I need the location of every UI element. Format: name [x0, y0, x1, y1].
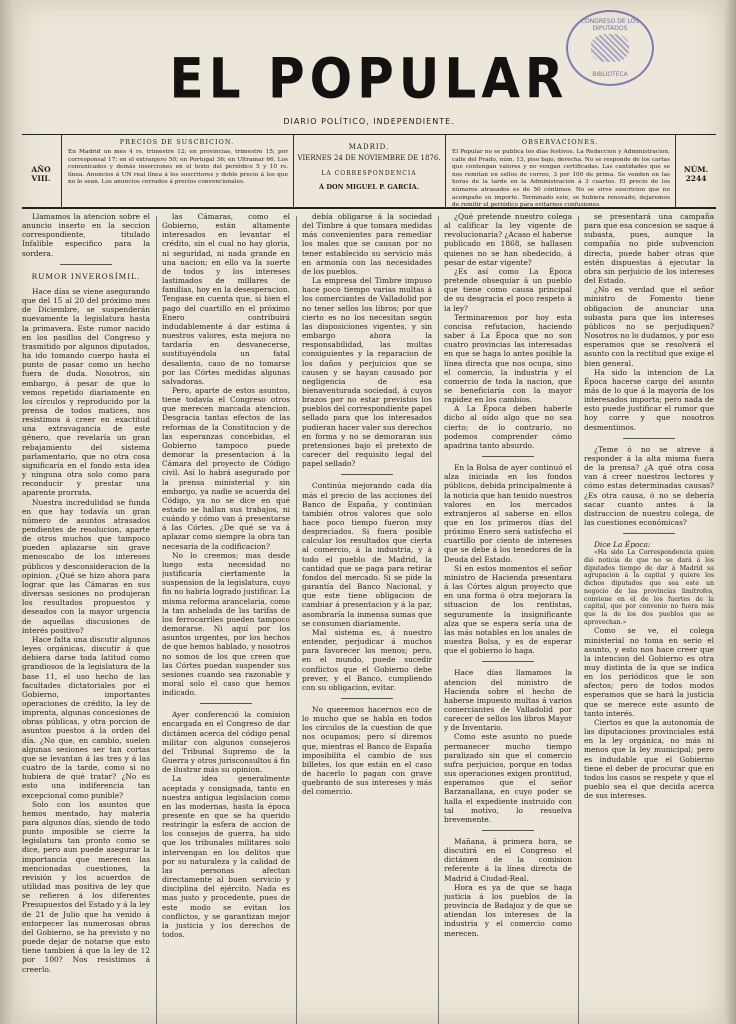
column-paragraph: Continúa mejorando cada día más el precio de las acciones del Banco de España, y continúan también otros valores que solo hace poco tiempo fueron muy despreciados. Si fuera posible calcular los resultados que cierta al comercio, á la industria, y á todo el pueblo de Madrid, la cantidad que se paga para retirar fondos del mercado. Si se pide la garantía del Banco Nacional, y que este tiene obligacion de cambiar á presentacion y á la par, asombraría la inmensa sumas que se consumen diariamente. [302, 481, 432, 628]
stamp-bottom-text: BIBLIOTECA [592, 71, 628, 78]
column-paragraph: debía obligarse á la sociedad del Timbre á que tomara medidas más convenientes para remediar los males que se causan por no tener establecido su servicio más en armonía con las necesidades de los pueblos. [302, 212, 432, 276]
column-paragraph: No lo creemos; mas desde luego esta necesidad no justificaría ciertamente la suspension de la legislatura, cuyo fin no habria logrado justificar. La misma reforma arancelaria, como la tan anhelada de las tarifas de los ferrocarriles pueden tampoco demorarse. Ni aquí por los asuntos urgentes, por los hechos de que hemos hablado, y nosotros no somos de los que creen que las Córtes puedan suspender sus sesiones cuando sea razonable y moral solo el caso que hemos indicado. [162, 550, 290, 698]
section-rule [60, 264, 111, 265]
column-divider [578, 216, 579, 1024]
masthead-subtitle: DIARIO POLÍTICO, INDEPENDIENTE. [283, 117, 455, 126]
column-paragraph: Llamamos la atencion sobre el anuncio inserto en la seccion correspondiente, titulado Infalible especifico para la sordera. [22, 212, 150, 258]
column-paragraph: Ha sido la intencion de La Época hacerse cargo del asunto más de lo que á la mayoría de los interesados importa; pero nada de esto puede justificar el rumor que hoy corre y que nosotros desmentimos. [584, 367, 714, 432]
section-rule [482, 830, 533, 831]
column-paragraph: Hora es ya de que se haga justicia á los pueblos de la provincia de Badajoz y de que se atiendan los intereses de la industria y el comercio como merecen. [444, 882, 572, 938]
column-paragraph: La empresa del Timbre impuso hace poco tiempo varias multas á los comerciantes de Valladolid por no tener sellos los libros; por que cierto es no los necesitan según las disposiciones vigentes, y sin embargo ahora la responsabilidad, las multas consiguientes y la reparacion de los daños y perjuicios que se causen y se hayan causado por negligencia de esa bienaventurada sociedad, á cuyos brazos por no estar previstos los pueblos del correspondiente papel sellado para que los interesados pudieran hacer valer sus derechos en forma y no se demoraran sus pretensiones bajo el pretexto de carecer del requisito legal del papel sellado? [302, 276, 432, 469]
column-paragraph: La idea generalmente aceptada y consignada, tanto en nuestra antigua legislacion como en las modernas, hasta la época presente en que se ha querido restringir la esfera de accion de los consejos de guerra, ha sido que los tribunales militares solo intervengan en los delitos que por su naturaleza y la calidad de las personas afectan directamente al buen servicio y disciplina del ejército. Nada es mas justo y procedente, pues de este modo se evitan los conflictos, y se garantizan mejor la justicia y los derechos de todos. [162, 774, 290, 940]
column-paragraph: Hace falta una discutir algunos leyes orgánicas, discutir á que debiera darse toda latitud como grandiosos de la legislatura de la base 11, el uso hecho de las facultades dictatoriales por el Gobierno, importantes operaciones de crédito, la ley de imprenta, algunas concesiones de obras públicas, y otra porcion de asuntos puestos á la orden del día. ¿No que, en cambio, suelen algunas sesiones ser tan cortas que se levantan á las tres y á las cuatro de la tarde, como si no hubiera de qué tratar? ¿No es esto una indiferencia tan excepcional como punible? [22, 634, 150, 800]
section-rule [200, 703, 251, 704]
column-divider [296, 216, 297, 1024]
column-paragraph: ¿Qué pretende nuestro colega al calificar la ley vigente de revolucionaria? ¿Acaso el haberse publicado en 1868, se hallasen quienes no se han obedecido, á pesar de estar vigente? [444, 212, 572, 267]
stamp-emblem-icon [591, 34, 629, 62]
issue-number: NÚM. 2244 [683, 165, 709, 183]
column-paragraph: Hace días se viene asegurando que del 15 al 20 del próximo mes de Diciembre, se suspenderán nuevamente la legislatura hasta la primavera. Este rumor nacido en los pasillos del Congreso y trasmitido por algunos diputados, ha ido tomando cuerpo hasta el punto de pasar como un hecho fuera de duda. Nosotros, sin embargo, á pesar de que lo vemos repetido diariamente en los círculos y reproducido por la prensa de todos matices, nos resistimos á creer en exactitud una extravagancia de este género, que revelaría un gran rebajamiento del sistema parlamentario, que no otra cosa significaría en el fondo esta idea y ninguna otra solo como para reconducir y prestar una aparente prorrata. [22, 286, 150, 498]
section-lead: Dice La Época: [594, 540, 651, 550]
binding-gutter-left [0, 0, 14, 1024]
observations-box [446, 135, 674, 207]
column-paragraph: Pero, aparte de estos asuntos, tiene todavía el Congreso otros que merecen marcada atencion. Desgracia tantas efectos de las reformas de la Constitucion y de las esperanzas concebidas, el Gobierno tampoco puede demorar la presentacion á la Cámara del proyecto de Código civil. Así lo habrá asegurado por la prensa ministerial y sin embargo, ya nadie se acuerda del Código, ya no se dice en qué estado se hallan sus trabajos, ni cuándo y cómo van á presentarse á las Córtes. ¿De qué se va á aplazar como siempre la obra tan necesaria de la codificacion? [162, 385, 290, 551]
section-rule [623, 533, 675, 534]
prices-title: PRECIOS DE SUSCRICION. [119, 138, 235, 146]
newspaper-page [14, 0, 724, 1024]
column-paragraph: Terminaremos por hoy esta concisa refutacion, haciendo saber á La Época que no son cuatro provincias las interesadas en que se haga lo antes posible la línea directa que nos ocupa, sino el comercio, la industria y el comercio de toda la nacion, que se beneficiaría con la mayor rapidez en los cambios. [444, 312, 572, 405]
column-paragraph: ¿Teme ó no se atreve á responder á la alta misma fuera de la prensa? ¿A qué otra cosa van á creer nuestros lectores y cómo estas determinadas causas? ¿Es otra causa, ó no se debería sacar cuanto antes á la distraccion de nuestro colega, de las cuestiones económicas? [584, 444, 714, 527]
column-paragraph: ¿No es verdad que el señor ministro de Fomento tiene obligacion de anunciar una subasta para que los intereses públicos no se perjudiquen? Nosotros no lo dudamos, y por eso esperamos que se resolverá el asunto con la rectitud que exige el bien general. [584, 285, 714, 368]
column-5 [584, 212, 714, 1024]
column-1 [22, 212, 150, 1024]
column-paragraph: En la Bolsa de ayer continuó el alza iniciada en los fondos públicos, debida principalmente á la noticia que han tenido nuestros valores en los mercados extranjeros al saberse en ellos que en los primeros días del próximo Enero será satisfecho el cuartillo por ciento de intereses que se debe á los tenedores de la Deuda del Estado. [444, 463, 572, 564]
column-paragraph: A La Época deben haberle dicho al oído algo que no sea cierto; de lo contrario, no podemos comprender cómo apadrina tanto absurdo. [444, 404, 572, 450]
observations-text: El Popular no se publica los días festivos. La Redaccion y Administracion, calle del Prado, núm. 13, piso bajo, derecha. No se responde de los cartas que contengan valores y no vengan certificadas. Las cantidades que se nos remitan en sellos de correo, 3 por 100 de prima. Se venden en las horas de la tarde en la Administracion á 3 cuartos. El precio de los números atrasados es de 50 céntimos. No se sirve suscricion que no acompañe su importe. Terminado este, se hubiera renovado, dejaremos de remitir el periódico para evitarnos confusiones. [452, 149, 670, 209]
section-rule [482, 456, 533, 457]
correspondence-label: LA CORRESPONDENCIA [321, 170, 417, 177]
column-divider [438, 216, 439, 1024]
section-rule [623, 438, 675, 439]
column-paragraph: Como se ve, el colega ministerial no toma en serio el asunto, y esto nos hace creer que la intencion del Gobierno es otra muy distinta de la que se indica en los periódicos que le son afectos; pero de todos modos esperamos que se hará la justicia que se merece este asunto de tanto interés. [584, 626, 714, 718]
section-title: RUMOR INVEROSÍMIL. [31, 271, 141, 281]
column-divider [156, 216, 157, 1024]
observations-title: OBSERVACIONES. [521, 138, 599, 146]
column-paragraph: Si en estos momentos el señor ministro de Hacienda presentara á las Córtes algun proyecto que en una forma ó otra mejorara la situacion de los rentistas, seguramente la insignificante alza que se espera sería una de las más notables en los anales de nuestra Bolsa, y es de esperar que el gobierno lo haga. [444, 563, 572, 656]
column-4 [444, 212, 572, 1024]
column-paragraph: Hace días llamamos la atencion del ministro de Hacienda sobre el hecho de haberse impuesto multas á varios comerciantes de Valladolid por carecer de sellos los libros Mayor y de Inventario. [444, 668, 572, 733]
column-paragraph: Ayer conferenció la comision encargada en el Congreso de dar dictámen acerca del código penal militar con algunos consejeros del Tribunal Supremo de la Guerra y otros jurisconsultos á fin de ilustrar más su opinion. [162, 710, 290, 775]
director-name: Á DON MIGUEL P. GARCÍA. [319, 183, 419, 191]
masthead-title: EL POPULAR [169, 47, 569, 111]
column-paragraph: ¿Es así como La Época pretende obsequiar á un pueblo que tiene como causa principal de su desgracia el poco respeto á la ley? [444, 266, 572, 313]
column-paragraph: Solo con los asuntos que hemos mentado, hay materia para algunos días, siendo de todo punto imposible se cierre la legislatura tan pronto como se dice, pero aun puede asegurar la importancia que merecen las mencionadas cuestiones, la revisión y los acuerdos de utilidad mas positiva de ley que se refieren á los diferentes Presupuestos del Estado y á la ley de 21 de Julio que ha venido á entorpecer las numerosas obras del Gobierno, se ha previsto y no puede dejar de notarse que esto tiene tambien á que la ley de 12 por 100? Nos resistimos á creerlo. [22, 799, 150, 974]
binding-gutter-right [724, 0, 736, 1024]
column-paragraph: se presentará una campaña para que esa concesion se saque á subasta, pues, aunque la compañía no pide subvencion directa, puede haber otras que estén dispuestas á ejecutar la obra sin perjuicio de los intereses del Estado. [584, 212, 714, 286]
year-label: AÑO VIII. [31, 165, 51, 183]
dateline-date: VIERNES 24 DE NOVIEMBRE DE 1876. [297, 154, 441, 162]
prices-text: En Madrid un mes 4 rs. trimestre 12; en provincias, trimestre 15; por corresponsal 17; en el extranjero 50; en Portugal 36; en Ultramar 66. Los comunicados y demás inserciones en el texto del periódico 5 y 10 rs. línea. Anuncios á UN real línea á los suscritores y doble precio á los que no lo sean. Los anuncios cerrados á precios convencionales. [68, 149, 288, 186]
column-3 [302, 212, 432, 1024]
library-stamp [566, 10, 654, 86]
prices-box [62, 135, 292, 207]
dateline-box [294, 135, 444, 207]
column-paragraph: las Cámaras, como el Gobierno, están altamente interesados en levantar el crédito, sin el cual no hay gloria, ni seguridad, ni nada grande en una nacion; en ello va la suerte de todos y los intereses lastimados de millares de familias, hoy en la desesperacion. Tengase en cuenta que, si bien el pago del cuartillo en el próximo Enero contribuirá indudablemente á dar estima á nuestros valores, esta mejora no tardaría en desvanecerse, sustituyéndola un fatal desaliento, caso de no tomarse por las Córtes medidas algunas salvadoras. [162, 212, 290, 386]
section-rule [341, 698, 393, 699]
section-rule [482, 661, 533, 662]
column-paragraph: Ciertos es que la autonomía de las diputaciones provinciales está en la ley orgánica, no más ni menos que la ley municipal; pero es indudable que el Gobierno tiene el deber de procurar que en todos los casos se respete y que el pueblo sea el que decida acerca de sus intereses. [584, 717, 714, 801]
article-columns [22, 212, 716, 1024]
column-paragraph: No queremos hacernos eco de lo mucho que se habla en todos los círculos de la cuestion de que nos ocupamos; pero sí diremos que, mientras el Banco de España imposibilita el cambio de sus billetes, los que están en el caso de hacerlo lo pagan con grave quebranto de sus intereses y más del comercio. [302, 704, 432, 797]
dateline-city: MADRID. [348, 143, 390, 151]
column-paragraph: Mal sistema es, á nuestro entender, perjudicar á muchos para favorecer los menos; pero, en el mundo, puede sucedir conflictos que el Gobierno debe prever, y el Banco, cumpliendo con su obligacion, evitar. [302, 627, 432, 692]
column-quote: «Ha sido La Correspondencia quien dió noticia de que no se dará á los diputados tiempo de dar á Madrid su agrupacion á la capital y quiere los dichos diputados que sea este un negocio de las provincias limítrofes, conviene en el de los fuertes de la capital, que por convenio no fuera más que la de los dos pueblos que se aprovechan.» [584, 549, 714, 626]
header-band [22, 134, 716, 209]
section-rule [341, 474, 393, 475]
stamp-top-text: CONGRESO DE LOS DIPUTADOS [580, 18, 640, 32]
column-paragraph: Como este asunto no puede permanecer mucho tiempo paralizado sin que el comercio sufra perjuicios, porque en todas sus operaciones exigen prontitud, esperamos que el señor Barzanallana, en cuyo poder se halla el expediente instruido con tal motivo, lo resuelva brevemente. [444, 732, 572, 824]
column-paragraph: Mañana, á primera hora, se discutirá en el Congreso el dictámen de la comision referente á la línea directa de Madrid á Ciudad-Real. [444, 837, 572, 883]
column-2 [162, 212, 290, 1024]
column-paragraph: Nuestra incredulidad se funda en que hay todavía un gran número de asuntos atrasados pendientes de resolucion, aparte de otros muchos que tampoco pueden aplazarse sin grave menoscabo de los intereses públicos y desconsideracion de la opinion. ¿Qué se hizo ahora para lograr que las Cámaras en sus diversas sesiones no produjeran los resultados propuestos y deseados con la mayor urgencia de aquellas discusiones de interés positivo? [22, 497, 150, 635]
